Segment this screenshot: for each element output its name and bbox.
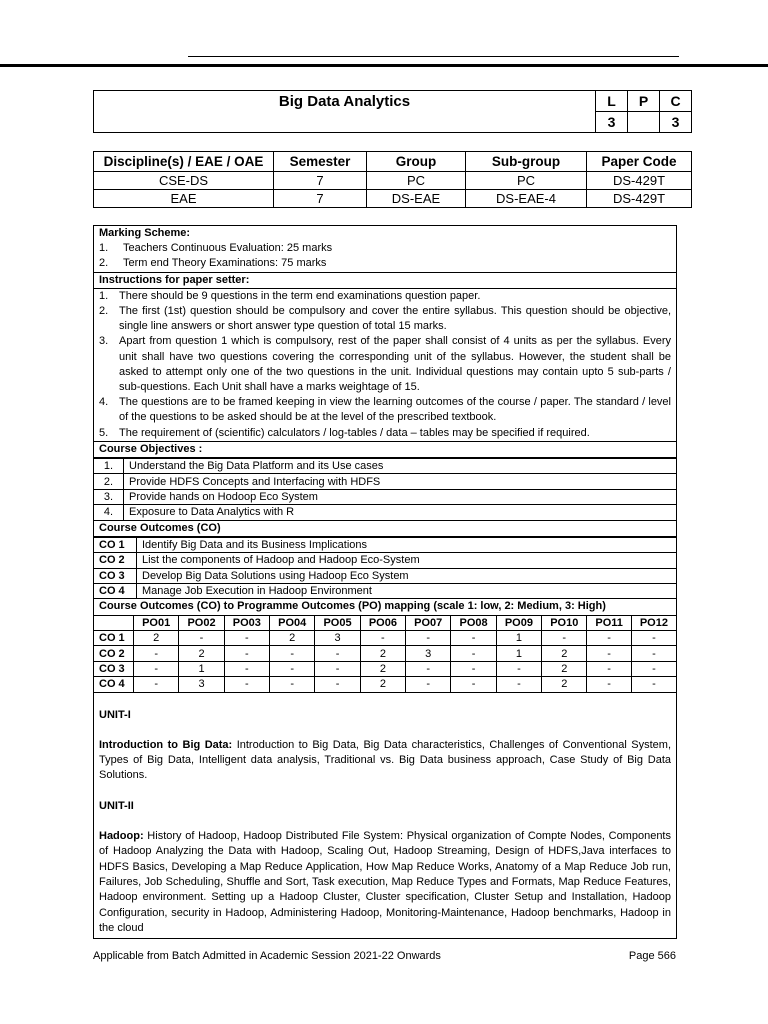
table-cell: 2 <box>542 646 587 661</box>
table-cell: - <box>587 661 631 676</box>
table-cell: DS-429T <box>587 190 692 208</box>
page-footer <box>93 950 676 962</box>
table-row <box>94 172 692 190</box>
table-cell: 2 <box>360 646 405 661</box>
table-cell: - <box>360 630 405 645</box>
table-cell: 3 <box>179 677 224 692</box>
objectives-heading: Course Objectives : <box>94 442 676 458</box>
column-header: Semester <box>274 152 367 172</box>
table-cell: DS-429T <box>587 172 692 190</box>
list-item: 5. The requirement of (scientific) calculators / log-tables / data – tables may be specified if required. <box>99 426 590 439</box>
column-header: PO03 <box>224 616 269 631</box>
table-cell: 3 <box>406 646 451 661</box>
table-cell: - <box>451 630 496 645</box>
table-cell: - <box>315 677 360 692</box>
table-cell: - <box>451 646 496 661</box>
table-row <box>94 661 676 676</box>
table-cell: - <box>587 677 631 692</box>
ltpc-header-l: L <box>596 91 628 112</box>
table-header-row <box>94 152 692 172</box>
table-row: CO 2 List the components of Hadoop and Hadoop Eco-System <box>94 553 676 568</box>
table-cell: CO 1 <box>94 630 134 645</box>
table-cell: - <box>224 646 269 661</box>
table-cell: 2 <box>542 677 587 692</box>
unit-1-body: Introduction to Big Data: Introduction to Big Data, Big Data characteristics, Challenges of Conventional System, Types of Big Data, Intelligent data analysis, Traditional vs. Big Data business approach, Case Study of Big Data Solutions. <box>99 738 671 782</box>
table-cell: - <box>587 646 631 661</box>
table-cell: - <box>496 677 541 692</box>
table-cell: - <box>631 630 676 645</box>
table-cell: - <box>406 630 451 645</box>
list-item: 1. There should be 9 questions in the term end examinations question paper. <box>99 289 481 302</box>
instructions-heading: Instructions for paper setter: <box>94 273 676 289</box>
list-item: 1. Teachers Continuous Evaluation: 25 marks <box>99 242 333 255</box>
marking-scheme-heading: Marking Scheme: <box>99 227 191 239</box>
table-cell: - <box>270 661 315 676</box>
table-cell: - <box>496 661 541 676</box>
marking-scheme-section <box>94 226 676 273</box>
table-cell: - <box>406 677 451 692</box>
syllabus-box <box>93 225 677 939</box>
ltpc-value-p <box>628 112 660 133</box>
column-header: Group <box>367 152 466 172</box>
table-cell: 2 <box>360 677 405 692</box>
table-row <box>94 630 676 645</box>
outcomes-table <box>94 537 676 600</box>
table-cell: - <box>451 677 496 692</box>
page-number: Page 566 <box>628 950 676 962</box>
table-cell: - <box>406 661 451 676</box>
table-cell: - <box>270 646 315 661</box>
unit-1-heading: UNIT-I <box>99 708 131 721</box>
ltpc-header-p: P <box>628 91 660 112</box>
table-cell: CO 2 <box>94 646 134 661</box>
table-cell: - <box>631 646 676 661</box>
table-cell: EAE <box>94 190 274 208</box>
table-cell: 2 <box>542 661 587 676</box>
table-cell: - <box>179 630 224 645</box>
table-cell: CSE-DS <box>94 172 274 190</box>
table-cell: - <box>315 661 360 676</box>
table-row <box>94 646 676 661</box>
table-cell: DS-EAE <box>367 190 466 208</box>
table-cell: 7 <box>274 190 367 208</box>
table-cell: 2 <box>360 661 405 676</box>
table-cell: DS-EAE-4 <box>466 190 587 208</box>
column-header: PO10 <box>542 616 587 631</box>
list-item: 4. The questions are to be framed keeping in view the learning outcomes of the course / paper. The standard / level of the questions to be asked should be at the level of the prescribed textbook. <box>99 396 671 424</box>
table-cell: PC <box>466 172 587 190</box>
table-cell: - <box>315 646 360 661</box>
table-cell: - <box>270 677 315 692</box>
column-header: Paper Code <box>587 152 692 172</box>
table-cell: 7 <box>274 172 367 190</box>
table-cell: 1 <box>496 630 541 645</box>
table-cell: CO 4 <box>94 677 134 692</box>
column-header: PO04 <box>270 616 315 631</box>
list-item: 2. The first (1st) question should be compulsory and cover the entire syllabus. This question should be objective, single line answers or short answer type question of total 15 marks. <box>99 305 671 333</box>
co-po-mapping-table <box>94 616 676 693</box>
table-row: CO 3 Develop Big Data Solutions using Hadoop Eco System <box>94 568 676 583</box>
column-header: Sub-group <box>466 152 587 172</box>
list-item: 2. Term end Theory Examinations: 75 marks <box>99 257 327 270</box>
table-cell: - <box>224 630 269 645</box>
table-cell: CO 3 <box>94 661 134 676</box>
table-cell: - <box>542 630 587 645</box>
table-cell: 2 <box>270 630 315 645</box>
table-cell: - <box>631 677 676 692</box>
table-cell: 3 <box>315 630 360 645</box>
list-item: 3. Apart from question 1 which is compulsory, rest of the paper shall consist of 4 units as per the syllabus. Every unit shall have two questions covering the corresponding unit of the syllabus. However, the student shall be asked to attempt only one of the two questions in the unit. Individual questions may contain upto 5 sub-parts / sub-questions. Each Unit shall have a marks weightage of 15. <box>99 335 671 394</box>
course-title-table <box>93 90 692 133</box>
objectives-table <box>94 458 676 521</box>
instructions-section <box>94 289 676 442</box>
column-header: PO06 <box>360 616 405 631</box>
table-cell: PC <box>367 172 466 190</box>
column-header: PO11 <box>587 616 631 631</box>
table-row: CO 4 Manage Job Execution in Hadoop Environment <box>94 583 676 598</box>
header-rule-thick <box>0 64 768 67</box>
column-header <box>94 616 134 631</box>
table-row: CO 1 Identify Big Data and its Business Implications <box>94 537 676 552</box>
column-header: Discipline(s) / EAE / OAE <box>94 152 274 172</box>
ltpc-value-l: 3 <box>596 112 628 133</box>
header-rule-thin <box>188 56 679 57</box>
mapping-heading: Course Outcomes (CO) to Programme Outcomes (PO) mapping (scale 1: low, 2: Medium, 3: High) <box>94 599 676 615</box>
column-header: PO08 <box>451 616 496 631</box>
table-row: 3. Provide hands on Hodoop Eco System <box>94 489 676 504</box>
table-cell: - <box>134 677 179 692</box>
table-cell: - <box>451 661 496 676</box>
unit-2-heading: UNIT-II <box>99 799 134 812</box>
unit-2-body: Hadoop: History of Hadoop, Hadoop Distributed File System: Physical organization of Compte Nodes, Components of Hadoop Analyzing the Data with Hadoop, Scaling Out, Hadoop Streaming, Design of HDFS,Java interfaces to HDFS Basics, Developing a Map Reduce Application, How Map Reduce Works, Anatomy of a Map Reduce Job run, Failures, Job Scheduling, Shuffle and Sort, Task execution, Map Reduce Types and Formats, Map Reduce Features, Hadoop environment. Setting up a Hadoop Cluster, Cluster specification, Cluster Setup and Installation, Hadoop Configuration, security in Hadoop, Administering Hadoop, Monitoring-Maintenance, Hadoop benchmarks, Hadoop in the cloud <box>99 830 671 934</box>
table-row: 1. Understand the Big Data Platform and its Use cases <box>94 459 676 474</box>
table-cell: 2 <box>134 630 179 645</box>
course-title: Big Data Analytics <box>94 91 596 133</box>
syllabus-content <box>94 693 676 937</box>
column-header: PO01 <box>134 616 179 631</box>
column-header: PO09 <box>496 616 541 631</box>
table-cell: - <box>587 630 631 645</box>
table-cell: - <box>134 661 179 676</box>
discipline-table <box>93 151 692 208</box>
table-row <box>94 677 676 692</box>
table-cell: - <box>224 677 269 692</box>
column-header: PO05 <box>315 616 360 631</box>
table-cell: 2 <box>179 646 224 661</box>
outcomes-heading: Course Outcomes (CO) <box>94 521 676 537</box>
table-header-row <box>94 616 676 631</box>
table-row: 4. Exposure to Data Analytics with R <box>94 505 676 520</box>
ltpc-value-c: 3 <box>660 112 692 133</box>
table-cell: 1 <box>179 661 224 676</box>
footer-applicability: Applicable from Batch Admitted in Academic Session 2021-22 Onwards <box>93 950 441 962</box>
table-cell: - <box>631 661 676 676</box>
column-header: PO07 <box>406 616 451 631</box>
table-row: 2. Provide HDFS Concepts and Interfacing with HDFS <box>94 474 676 489</box>
table-row <box>94 190 692 208</box>
table-cell: 1 <box>496 646 541 661</box>
table-cell: - <box>134 646 179 661</box>
ltpc-header-c: C <box>660 91 692 112</box>
column-header: PO02 <box>179 616 224 631</box>
column-header: PO12 <box>631 616 676 631</box>
table-cell: - <box>224 661 269 676</box>
